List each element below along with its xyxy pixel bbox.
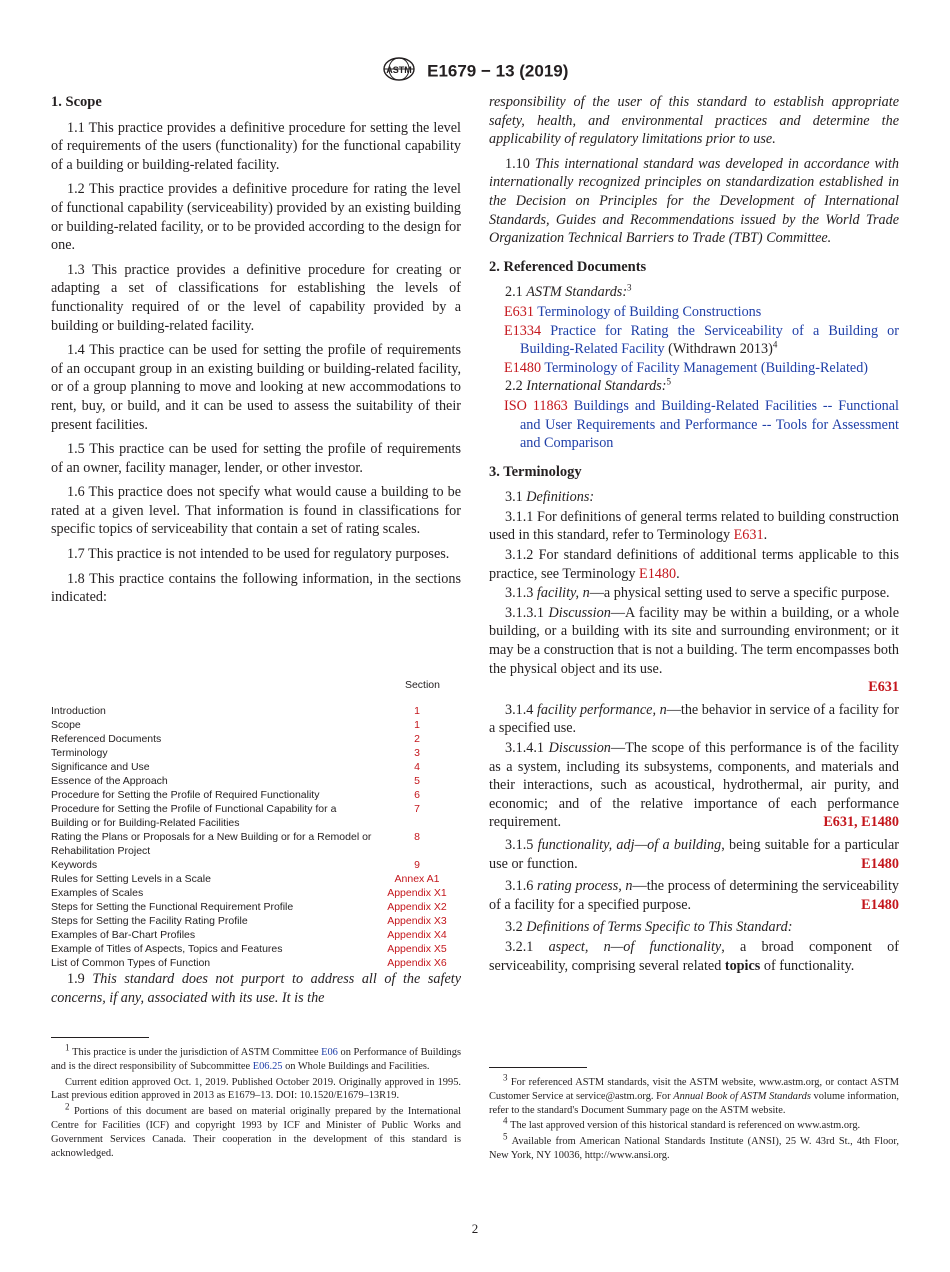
contents-row-title: Terminology [51,747,108,759]
paragraph-1-9 [51,970,461,1007]
contents-row-section-link[interactable]: Appendix X6 [387,957,447,969]
footnotes-left [51,1042,462,1162]
source-e631[interactable]: E631 [868,679,899,696]
contents-row-title: Scope [51,719,81,731]
contents-row-section-link[interactable]: 1 [414,719,420,731]
committee-link[interactable]: E06 [321,1047,338,1058]
paragraph-3-1-6: 3.1.6 rating process, n—the process of determining the serviceability of a facility for a specified purpose. E1480 [489,878,900,913]
contents-row-title: Procedure for Setting the Profile of Functional Capability for a Building or for Building-Related Facilities [51,803,337,829]
source-e1480-b[interactable]: E1480 [861,896,899,913]
contents-table [51,678,461,970]
paragraph-3-1-3: 3.1.3 facility, n—a physical setting used to serve a specific purpose. [505,585,890,602]
contents-row-title: Introduction [51,705,106,717]
paragraph-3-1-5: 3.1.5 functionality, adj—of a building, being suitable for a particular use or function. E1480 [489,836,900,872]
contents-row-section-link[interactable]: 1 [414,705,420,717]
contents-row-title: List of Common Types of Function [51,957,211,969]
contents-row-section-link[interactable]: Appendix X3 [387,915,447,927]
contents-table-row [51,746,461,760]
paragraph-1-1: 1.1 This practice provides a definitive procedure for setting the level of requirements of the users (functionality) for the functional capability of a building or building-related facility. [51,119,461,173]
contents-row-section-link[interactable]: Appendix X2 [387,901,447,913]
paragraph-1-5: 1.5 This practice can be used for setting the profile of requirements of an owner, facility manager, lender, or other investor. [51,441,461,476]
contents-table-row [51,830,461,858]
paragraph-1-6: 1.6 This practice does not specify what would cause a building to be rated at a given level. That information is found in classifications for specific topics of serviceability that contain a set of rating scales. [51,484,461,538]
standard-designation: E1679 − 13 (2019) [427,61,569,81]
footnote-1: $^1$ This practice is under the jurisdiction of ASTM Committee E06 on Performance of Buildings and is the direct responsibility of Subcommittee E06.25 on Whole Buildings and Facilities. [51,1042,461,1072]
paragraph-1-10: 1.10 This international standard was developed in accordance with internationally recognized principles on standardization established in the Decision on Principles for the Development of International Standards, Guides and Recommendations issued by the World Trade Organization Technical Barriers to Trade (TBT) Committee. [489,155,899,247]
paragraph-3-2-1: 3.2.1 aspect, n—of functionality, a broad component of serviceability, comprising several related topics of functionality. [489,938,900,974]
paragraph-2-2: 2.2 International Standards:$^5$ [505,376,671,395]
contents-table-rows [51,704,461,970]
footnote-3: $^3$ For referenced ASTM standards, visit the ASTM website, www.astm.org, or contact ASTM Customer Service at service@astm.org. For Annual Book of ASTM Standards volume information, refer to the standard's Document Summary page on the ASTM website. [489,1072,899,1116]
paragraph-1-4: 1.4 This practice can be used for setting the profile of requirements of an occupant group in an existing building or building-related facility, or of a group planning to move and looking at new accommodations to rent, buy, or build, and it can be used to assess the suitability of their present facilities. [51,342,461,433]
contents-row-title: Examples of Scales [51,887,144,899]
contents-row-section-link[interactable]: Annex A1 [394,873,440,885]
contents-row-section-link[interactable]: 2 [414,733,420,745]
left-column [51,93,461,613]
contents-table-row [51,956,461,970]
contents-table-row [51,914,461,928]
contents-row-section-link[interactable]: 5 [414,775,420,787]
contents-table-row [51,760,461,774]
paragraph-1-9-continued: responsibility of the user of this standard to establish appropriate safety, health, and environmental practices and determine the applicability of regulatory limitations prior to use. [489,94,899,148]
contents-table-row [51,802,461,830]
paragraph-3-1-4-1: 3.1.4.1 Discussion—The scope of this performance is of the facility as a system, including its subsystems, components, and materials and their interactions, such as acoustical, hydrothermal, air purity, and economic; and of the relative importance of each performance requirement. E631, E1480 [489,740,900,831]
paragraph-1-3: 1.3 This practice provides a definitive procedure for creating or adapting a set of classifications for establishing the levels of functionality required of or the level of capability provided by a building or building-related facility. [51,261,461,334]
contents-row-title: Essence of the Approach [51,775,168,787]
source-e1480-a[interactable]: E1480 [861,855,899,872]
paragraph-1-7: 1.7 This practice is not intended to be used for regulatory purposes. [67,546,450,563]
page-header [0,56,950,87]
contents-table-heading: Section [404,679,440,691]
ref-iso-11863[interactable]: ISO 11863 Buildings and Building-Related Facilities -- Functional and User Requirements and Performance -- Tools for Assessment and Comparison [504,397,899,452]
contents-row-section-link[interactable]: 7 [414,803,420,815]
paragraph-1-9-block [51,970,461,1007]
contents-row-section-link[interactable]: 8 [414,831,420,843]
astm-logo-icon [382,56,416,87]
footnotes-right [489,1072,899,1165]
paragraph-3-1: 3.1 Definitions: [505,489,595,506]
contents-table-row [51,928,461,942]
contents-row-title: Steps for Setting the Functional Requirement Profile [51,901,294,913]
right-column [489,93,899,976]
paragraph-1-8: 1.8 This practice contains the following information, in the sections indicated: [51,570,461,606]
contents-row-title: Steps for Setting the Facility Rating Profile [51,915,248,927]
paragraph-1-9-text: This standard does not purport to address all of the safety concerns, if any, associated with its use. It is the [51,971,461,1006]
contents-row-section-link[interactable]: 9 [414,859,420,871]
contents-table-row [51,900,461,914]
contents-table-row [51,718,461,732]
contents-row-title: Keywords [51,859,98,871]
contents-table-row [51,858,461,872]
paragraph-2-1: 2.1 ASTM Standards:$^3$ [505,282,632,301]
contents-table-row [51,942,461,956]
footnote-5: $^5$ Available from American National Standards Institute (ANSI), 25 W. 43rd St., 4th Floor, New York, NY 10036, http://www.ansi.org. [489,1131,899,1161]
ref-e1480[interactable]: E1480 Terminology of Facility Management (Building-Related) [504,359,869,376]
paragraph-3-1-1: 3.1.1 For definitions of general terms related to building construction used in this standard, refer to Terminology E631. [489,508,899,544]
footnote-1-edition: Current edition approved Oct. 1, 2019. Published October 2019. Originally approved in 1995. Last previous edition approved in 2013 as E1679–13. DOI: 10.1520/E1679–13R19. [51,1076,461,1102]
section-title-scope: 1. Scope [51,94,102,110]
contents-table-row [51,704,461,718]
footnote-4: $^4$ The last approved version of this historical standard is referenced on www.astm.org. [503,1115,861,1132]
contents-row-title: Examples of Bar-Chart Profiles [51,929,196,941]
paragraph-3-1-3-1: 3.1.3.1 Discussion—A facility may be within a building, or a whole building, or a building with its site and surrounding environment; or it may be a construction that is not a building. The term encompasses both the physical object and its use. [489,604,900,677]
contents-row-section-link[interactable]: 6 [414,789,420,801]
contents-row-section-link[interactable]: 3 [414,747,420,759]
footnote-rule-right [489,1067,587,1068]
link-e631[interactable]: E631 [733,527,764,544]
footnote-2: $^2$ Portions of this document are based on material originally prepared by the International Centre for Facilities (ICF) and copyright 1993 by ICF and Minister of Public Works and Government Services Canada. Their cooperation in the development of this standard is acknowledged. [51,1101,462,1159]
contents-table-row [51,788,461,802]
contents-row-section-link[interactable]: Appendix X5 [387,943,447,955]
page-number: 2 [471,1221,479,1236]
contents-row-title: Significance and Use [51,761,150,773]
contents-row-section-link[interactable]: 4 [414,761,420,773]
paragraph-1-9-num: 1.9 [67,971,85,987]
contents-row-title: Rules for Setting Levels in a Scale [51,873,211,885]
paragraph-1-2: 1.2 This practice provides a definitive procedure for rating the level of functional capability (serviceability) provided by an existing building or building-related facility, or to be provided according to the design for one. [51,181,461,254]
contents-row-title: Rating the Plans or Proposals for a New Building or for a Remodel or Rehabilitation Project [51,831,372,857]
section-title-terminology: 3. Terminology [489,463,582,480]
link-e1480[interactable]: E1480 [639,565,677,582]
contents-table-row [51,774,461,788]
contents-table-row [51,732,461,746]
section-title-referenced-documents: 2. Referenced Documents [489,258,647,275]
svg-text:ASTM: ASTM [385,65,412,75]
contents-row-title: Procedure for Setting the Profile of Required Functionality [51,789,320,801]
subcommittee-link[interactable]: E06.25 [252,1060,283,1072]
ref-e1334[interactable]: E1334 Practice for Rating the Serviceability of a Building or Building-Related Facility (Withdrawn 2013)$^4$ [504,322,899,358]
ref-e631[interactable]: E631 Terminology of Building Constructions [504,303,762,320]
contents-row-title: Example of Titles of Aspects, Topics and Features [51,943,283,955]
source-e631-e1480[interactable]: E631, E1480 [823,814,899,831]
contents-row-title: Referenced Documents [51,733,162,745]
paragraph-3-2: 3.2 Definitions of Terms Specific to This Standard: [505,919,793,936]
paragraph-3-1-2: 3.1.2 For standard definitions of additional terms applicable to this practice, see Terminology E1480. [489,547,899,582]
contents-row-section-link[interactable]: Appendix X4 [387,929,447,941]
contents-table-row [51,886,461,900]
contents-table-row [51,872,461,886]
paragraph-3-1-4: 3.1.4 facility performance, n—the behavior in service of a facility for a specified use. [489,701,900,737]
footnote-rule-left [51,1037,149,1038]
contents-row-section-link[interactable]: Appendix X1 [387,887,447,899]
